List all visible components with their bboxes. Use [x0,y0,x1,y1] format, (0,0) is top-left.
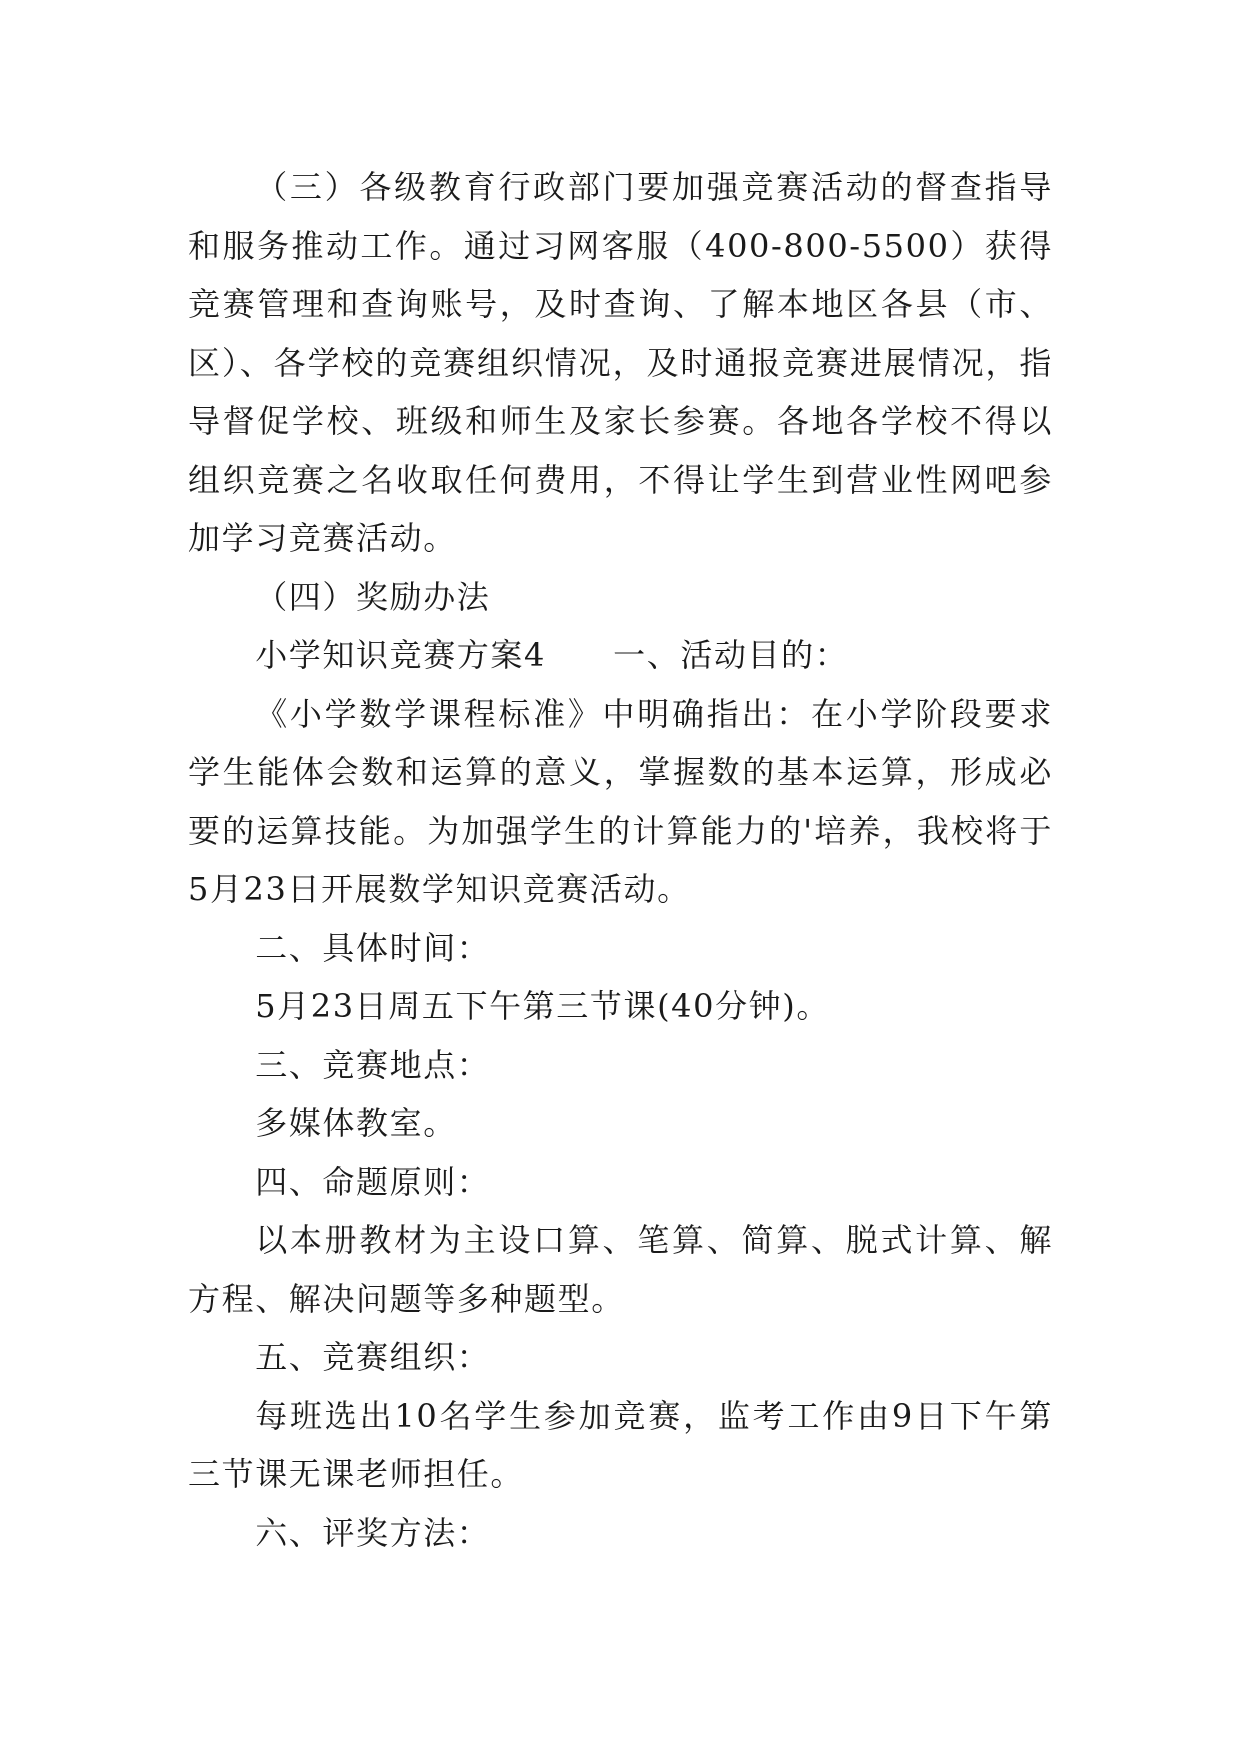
paragraph-principle: 以本册教材为主设口算、笔算、简算、脱式计算、解方程、解决问题等多种题型。 [188,1221,1053,1318]
paragraph-location: 多媒体教室。 [255,1104,457,1142]
paragraph-location-heading: 三、竞赛地点： [255,1045,491,1084]
paragraph-reward-heading: （四）奖励办法 [255,577,491,616]
paragraph-plan-title: 小学知识竞赛方案4 一、活动目的： [255,636,849,674]
paragraph-time: 5月23日周五下午第三节课(40分钟)。 [255,987,830,1025]
paragraph-activity-purpose: 《小学数学课程标准》中明确指出：在小学阶段要求学生能体会数和运算的意义，掌握数的基本运算，形成必要的运算技能。为加强学生的计算能力的'培养，我校将于5月23日开展数学知识竞赛活动。 [188,694,1053,908]
paragraph-principle-heading: 四、命题原则： [255,1162,491,1201]
paragraph-award-heading: 六、评奖方法： [255,1513,491,1552]
document-page [188,158,1053,1562]
paragraph-organization-heading: 五、竞赛组织： [255,1338,491,1376]
paragraph-organization: 每班选出10名学生参加竞赛，监考工作由9日下午第三节课无课老师担任。 [188,1396,1053,1493]
paragraph-time-heading: 二、具体时间： [255,928,491,967]
paragraph-supervision: （三）各级教育行政部门要加强竞赛活动的督查指导和服务推动工作。通过习网客服（400-800-5500）获得竞赛管理和查询账号，及时查询、了解本地区各县（市、区）、各学校的竞赛组织情况，及时通报竞赛进展情况，指导督促学校、班级和师生及家长参赛。各地各学校不得以组织竞赛之名收取任何费用，不得让学生到营业性网吧参加学习竞赛活动。 [188,168,1053,557]
